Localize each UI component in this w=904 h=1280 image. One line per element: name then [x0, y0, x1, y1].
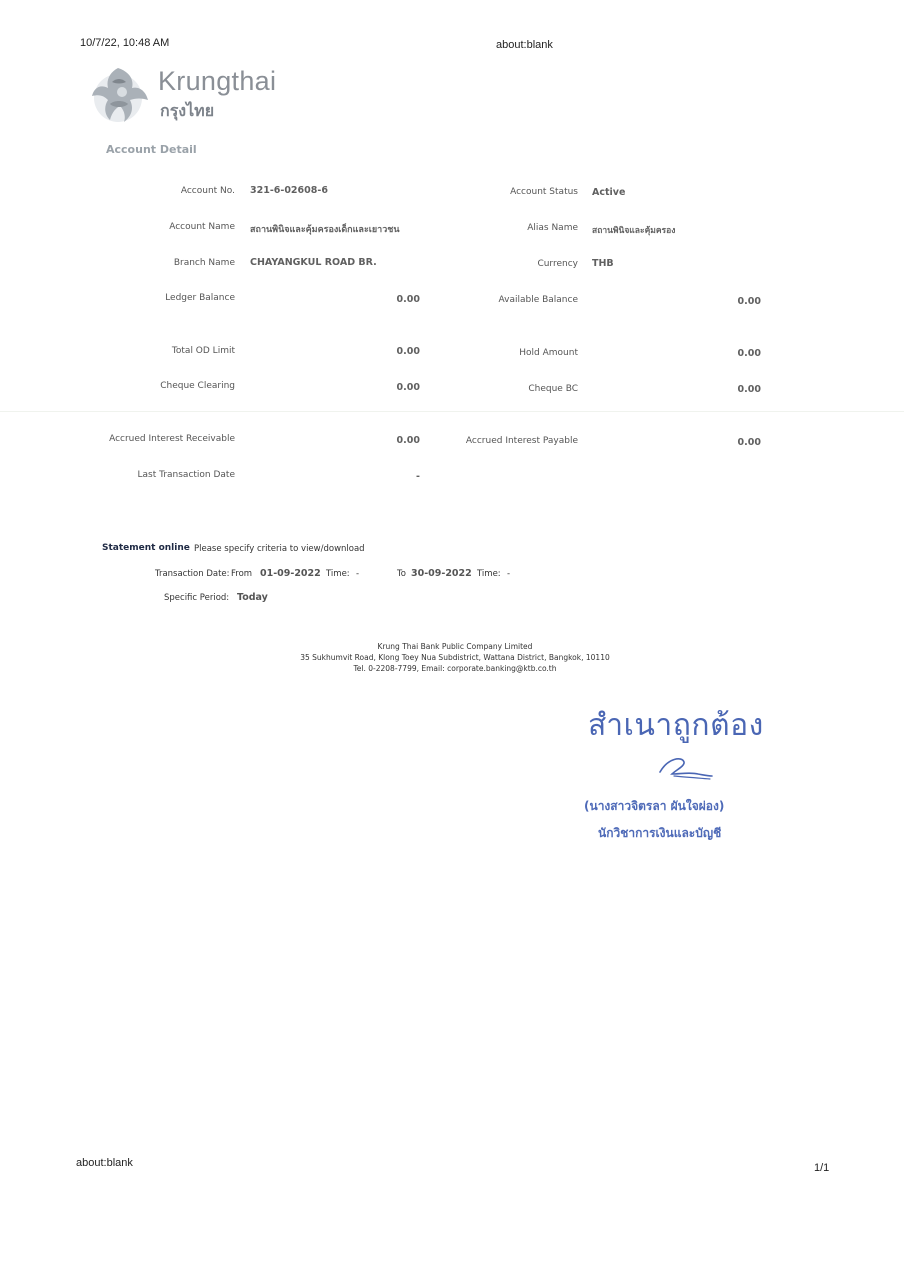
signature — [654, 752, 716, 782]
signer-name: (นางสาวจิตรลา ผันใจผ่อง) — [584, 799, 725, 813]
account-name-label: Account Name — [169, 222, 235, 232]
logo-name-th: กรุงไทย — [160, 101, 215, 120]
from-label: From — [231, 569, 253, 579]
account-name-value: สถานพินิจและคุ้มครองเด็กและเยาวชน — [250, 225, 400, 235]
last-transaction-date-value: - — [416, 471, 420, 482]
print-url: about:blank — [496, 39, 553, 51]
available-balance-value: 0.00 — [737, 296, 761, 307]
to-time-label: Time: — [477, 569, 501, 579]
ledger-balance-value: 0.00 — [396, 294, 420, 305]
divider — [0, 411, 904, 412]
currency-label: Currency — [537, 259, 578, 269]
available-balance-label: Available Balance — [498, 295, 578, 305]
specific-period-value: Today — [237, 592, 268, 603]
bank-address-line3: Tel. 0-2208-7799, Email: corporate.banking@ktb.co.th — [353, 664, 557, 673]
account-no-value: 321-6-02608-6 — [250, 185, 328, 196]
accrued-interest-receivable-value: 0.00 — [396, 435, 420, 446]
to-time-value: - — [507, 569, 511, 579]
hold-amount-label: Hold Amount — [519, 348, 578, 358]
cheque-clearing-value: 0.00 — [396, 382, 420, 393]
account-status-label: Account Status — [510, 187, 578, 197]
from-time-label: Time: — [326, 569, 350, 579]
bank-address-line1: Krung Thai Bank Public Company Limited — [377, 642, 533, 651]
currency-value: THB — [592, 258, 614, 269]
certified-copy-stamp: สำเนาถูกต้อง — [588, 708, 764, 743]
cheque-bc-label: Cheque BC — [528, 384, 578, 394]
accrued-interest-payable-value: 0.00 — [737, 437, 761, 448]
hold-amount-value: 0.00 — [737, 348, 761, 359]
transaction-date-label: Transaction Date: — [155, 569, 230, 579]
statement-hint: Please specify criteria to view/download — [194, 544, 365, 554]
alias-name-label: Alias Name — [527, 223, 578, 233]
statement-title: Statement online — [102, 543, 190, 553]
garuda-emblem-icon — [88, 62, 152, 126]
specific-period-label: Specific Period: — [164, 593, 230, 603]
account-no-label: Account No. — [180, 186, 235, 196]
last-transaction-date-label: Last Transaction Date — [137, 470, 235, 480]
logo-name-en: Krungthai — [158, 66, 277, 96]
cheque-bc-value: 0.00 — [737, 384, 761, 395]
account-status-value: Active — [592, 187, 626, 198]
to-date-value: 30-09-2022 — [411, 568, 472, 579]
accrued-interest-receivable-label: Accrued Interest Receivable — [109, 434, 235, 444]
ledger-balance-label: Ledger Balance — [165, 293, 235, 303]
footer-url: about:blank — [76, 1157, 133, 1169]
section-title: Account Detail — [106, 143, 197, 156]
to-label: To — [397, 569, 406, 579]
page-number: 1/1 — [814, 1162, 830, 1174]
total-od-limit-label: Total OD Limit — [171, 346, 235, 356]
total-od-limit-value: 0.00 — [396, 346, 420, 357]
print-datetime: 10/7/22, 10:48 AM — [80, 37, 170, 49]
from-date-value: 01-09-2022 — [260, 568, 321, 579]
signer-position: นักวิชาการเงินและบัญชี — [598, 826, 722, 840]
cheque-clearing-label: Cheque Clearing — [160, 381, 235, 391]
bank-address-line2: 35 Sukhumvit Road, Klong Toey Nua Subdistrict, Wattana District, Bangkok, 10110 — [300, 653, 610, 662]
from-time-value: - — [356, 569, 360, 579]
accrued-interest-payable-label: Accrued Interest Payable — [465, 436, 578, 446]
branch-name-value: CHAYANGKUL ROAD BR. — [250, 257, 377, 268]
branch-name-label: Branch Name — [173, 258, 235, 268]
alias-name-value: สถานพินิจและคุ้มครอง — [592, 226, 676, 236]
